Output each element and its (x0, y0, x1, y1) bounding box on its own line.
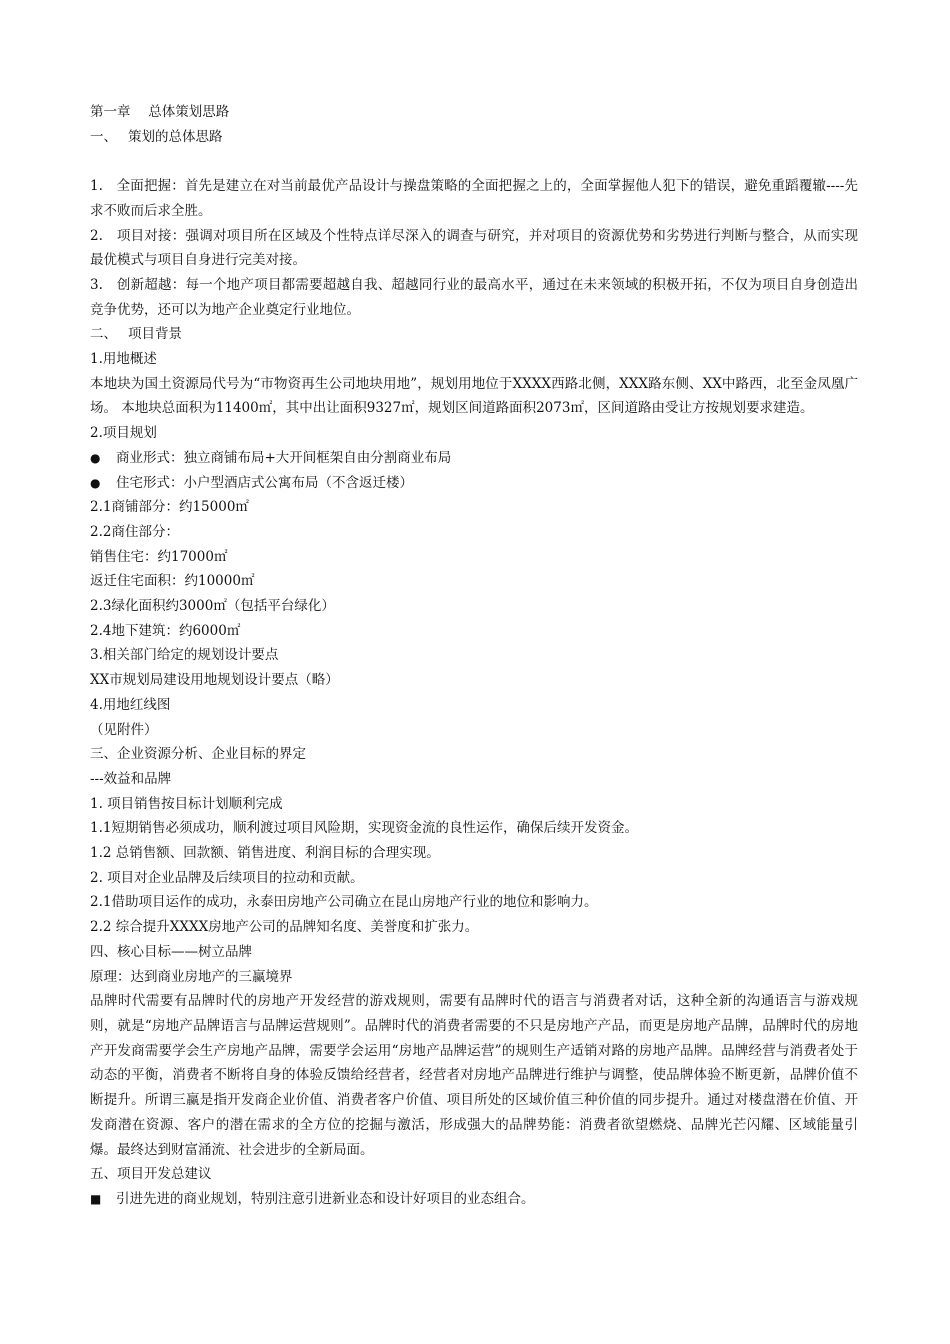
section-3-line: 2.1借助项目运作的成功，永泰田房地产公司确立在昆山房地产行业的地位和影响力。 (90, 894, 598, 911)
bullet-item (90, 1187, 858, 1212)
section-3-line: 1. 项目销售按目标计划顺利完成 (90, 795, 283, 812)
bullet-dot-icon: ● (90, 475, 101, 490)
design-requirements-title: 3.相关部门给定的规划设计要点 (90, 647, 279, 664)
section-3-line: 2.2 综合提升XXXX房地产公司的品牌知名度、美誉度和扩张力。 (90, 919, 479, 936)
red-line-map-title: 4.用地红线图 (90, 696, 171, 713)
red-line-map-text: （见附件） (90, 721, 158, 738)
planning-detail: 2.3绿化面积约3000㎡（包括平台绿化） (90, 598, 335, 615)
planning-detail: 2.4地下建筑：约6000㎡ (90, 622, 241, 639)
planning-detail: 返迁住宅面积：约10000㎡ (90, 573, 255, 590)
section-3-subtitle: ---效益和品牌 (90, 770, 172, 787)
section-2-heading: 二、 项目背景 (90, 326, 183, 343)
section-4-heading: 四、核心目标——树立品牌 (90, 943, 252, 960)
planning-detail: 2.1商铺部分：约15000㎡ (90, 499, 249, 516)
section-1-item: 1. 全面把握：首先是建立在对当前最优产品设计与操盘策略的全面把握之上的，全面掌握他人犯下的错误，避免重蹈覆辙----先求不败而后求全胜。 (90, 178, 858, 219)
section-1-item: 2. 项目对接：强调对项目所在区域及个性特点详尽深入的调查与研究，并对项目的资源优势和劣势进行判断与整合，从而实现最优模式与项目自身进行完美对接。 (90, 227, 858, 269)
land-overview-text: 本地块为国土资源局代号为“市物资再生公司地块用地”，规划用地位于XXXX西路北侧，XXX路东侧、XX中路西，北至金凤凰广场。 本地块总面积为11400㎡，其中出让面积9327㎡，规划区间道路面积2073㎡，区间道路由受让方按规划要求建造。 (90, 375, 858, 417)
bullet-item (90, 446, 858, 471)
bullet-square-icon: ■ (90, 1191, 102, 1206)
section-3-line: 2. 项目对企业品牌及后续项目的拉动和贡献。 (90, 869, 364, 886)
bullet-text: 住宅形式：小户型酒店式公寓布局（不含返迁楼） (116, 474, 413, 491)
section-3-line: 1.2 总销售额、回款额、销售进度、利润目标的合理实现。 (90, 845, 440, 862)
planning-detail: 2.2商住部分： (90, 523, 179, 540)
section-1-heading: 一、 策划的总体思路 (90, 128, 223, 145)
bullet-text: 引进先进的商业规划，特别注意引进新业态和设计好项目的业态组合。 (116, 1190, 535, 1207)
document-page (90, 100, 858, 1212)
bullet-text: 商业形式：独立商铺布局+大开间框架自由分割商业布局 (116, 449, 452, 466)
section-5-heading: 五、项目开发总建议 (90, 1166, 212, 1183)
land-overview-title: 1.用地概述 (90, 351, 157, 368)
bullet-dot-icon: ● (90, 450, 101, 465)
section-4-principle: 原理：达到商业房地产的三赢境界 (90, 968, 293, 985)
section-3-line: 1.1短期销售必须成功，顺利渡过项目风险期，实现资金流的良性运作，确保后续开发资金。 (90, 820, 638, 837)
section-1-item: 3. 创新超越：每一个地产项目都需要超越自我、超越同行业的最高水平，通过在未来领域的积极开拓，不仅为项目自身创造出竞争优势，还可以为地产企业奠定行业地位。 (90, 276, 858, 318)
project-planning-title: 2.项目规划 (90, 425, 157, 442)
section-3-heading: 三、企业资源分析、企业目标的界定 (90, 746, 306, 763)
planning-detail: 销售住宅：约17000㎡ (90, 548, 228, 565)
design-requirements-text: XX市规划局建设用地规划设计要点（略） (90, 672, 339, 689)
section-4-text: 品牌时代需要有品牌时代的房地产开发经营的游戏规则，需要有品牌时代的语言与消费者对话，这种全新的沟通语言与游戏规则，就是“房地产品牌语言与品牌运营规则”。品牌时代的消费者需要的不只是房地产产品，而更是房地产品牌，品牌时代的房地产开发商需要学会生产房地产品牌，需要学会运用“房地产品牌运营”的规则生产适销对路的房地产品牌。品牌经营与消费者处于动态的平衡，消费者不断将自身的体验反馈给经营者，经营者对房地产品牌进行维护与调整，使品牌体验不断更新，品牌价值不断提升。所谓三赢是指开发商企业价值、消费者客户价值、项目所处的区域价值三种价值的同步提升。通过对楼盘潜在价值、开发商潜在资源、客户的潜在需求的全方位的挖掘与激活，形成强大的品牌势能：消费者欲望燃烧、品牌光芒闪耀、区域能量引爆。最终达到财富涌流、社会进步的全新局面。 (90, 993, 858, 1158)
bullet-item (90, 471, 858, 496)
chapter-title: 第一章 总体策划思路 (90, 104, 230, 120)
blank-line (90, 149, 858, 174)
